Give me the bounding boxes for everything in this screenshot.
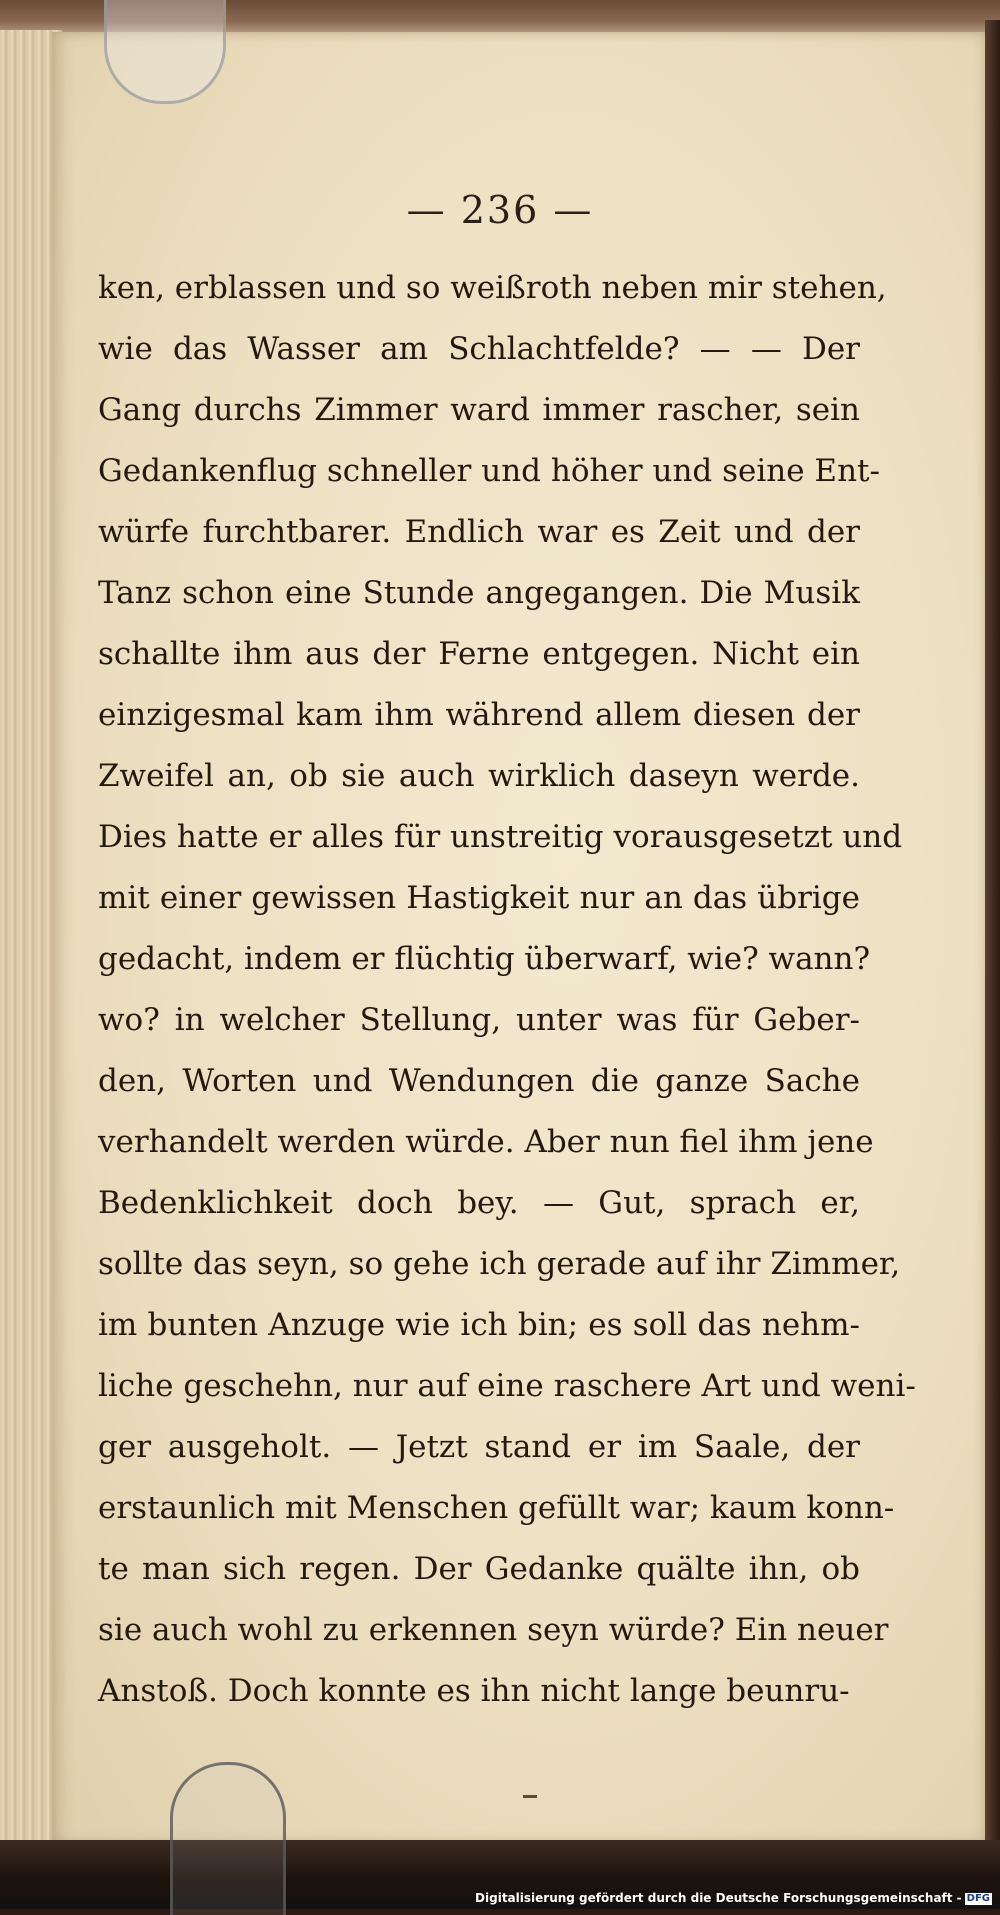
- text-line: verhandelt werden würde. Aber nun fiel ihm jene: [98, 1124, 874, 1160]
- credit-text: Digitalisierung gefördert durch die Deutsche Forschungsgemeinschaft -: [475, 1891, 962, 1905]
- text-line: Gang durchs Zimmer ward immer rascher, sein: [98, 392, 860, 428]
- page-number: — 236 —: [406, 188, 594, 232]
- digitization-credit: [475, 1891, 992, 1905]
- text-line: Dies hatte er alles für unstreitig vorausgesetzt und: [98, 819, 903, 855]
- text-line: Zweifel an, ob sie auch wirklich daseyn werde.: [98, 758, 860, 794]
- page-clip-bottom: [170, 1762, 286, 1915]
- text-line: würfe furchtbarer. Endlich war es Zeit und der: [98, 514, 860, 550]
- text-line: im bunten Anzuge wie ich bin; es soll das nehm-: [98, 1307, 860, 1343]
- text-line: te man sich regen. Der Gedanke quälte ihn, ob: [98, 1551, 860, 1587]
- text-line: wie das Wasser am Schlachtfelde? — — Der: [98, 331, 860, 367]
- text-line: den, Worten und Wendungen die ganze Sache: [98, 1063, 860, 1099]
- text-line: Gedankenflug schneller und höher und seine Ent-: [98, 453, 880, 489]
- footer-mark: [523, 1795, 537, 1798]
- text-line: erstaunlich mit Menschen gefüllt war; kaum konn-: [98, 1490, 895, 1526]
- text-line: sollte das seyn, so gehe ich gerade auf ihr Zimmer,: [98, 1246, 901, 1282]
- text-line: ken, erblassen und so weißroth neben mir stehen,: [98, 270, 887, 306]
- text-line: gedacht, indem er flüchtig überwarf, wie? wann?: [98, 941, 871, 977]
- text-line: sie auch wohl zu erkennen seyn würde? Ein neuer: [98, 1612, 889, 1648]
- text-line: Tanz schon eine Stunde angegangen. Die Musik: [98, 575, 860, 611]
- text-line: wo? in welcher Stellung, unter was für Geber-: [98, 1002, 860, 1038]
- text-line: schallte ihm aus der Ferne entgegen. Nicht ein: [98, 636, 860, 672]
- text-line: liche geschehn, nur auf eine raschere Art und weni-: [98, 1368, 916, 1404]
- text-line: ger ausgeholt. — Jetzt stand er im Saale, der: [98, 1429, 860, 1465]
- text-line: Bedenklichkeit doch bey. — Gut, sprach er,: [98, 1185, 860, 1221]
- page-shadow: [985, 20, 1000, 1860]
- dfg-logo: DFG: [966, 1893, 990, 1904]
- text-line: Anstoß. Doch konnte es ihn nicht lange beunru-: [98, 1673, 850, 1709]
- text-line: mit einer gewissen Hastigkeit nur an das übrige: [98, 880, 860, 916]
- page-text: [98, 258, 916, 1722]
- text-line: einzigesmal kam ihm während allem diesen der: [98, 697, 860, 733]
